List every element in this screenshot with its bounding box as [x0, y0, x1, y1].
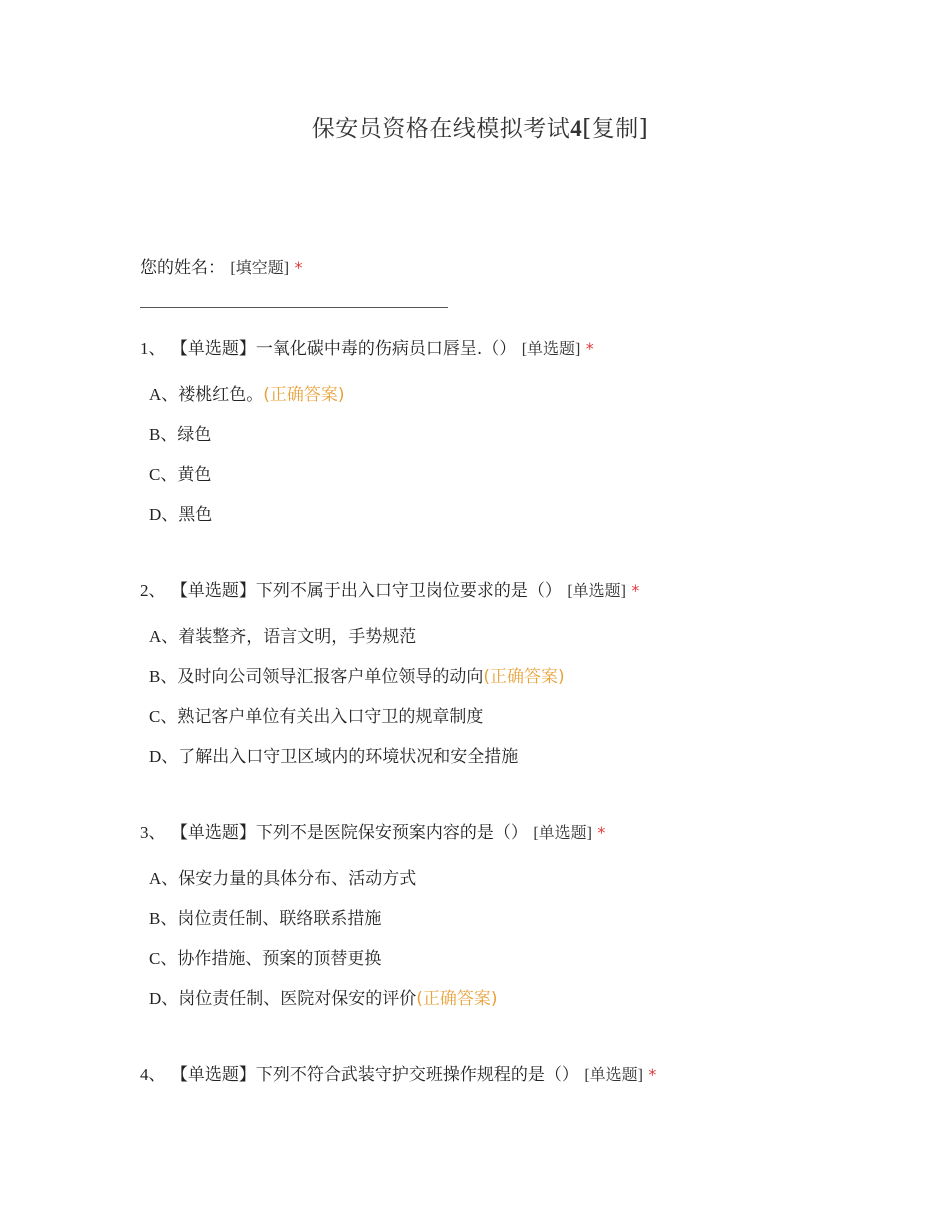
- option-letter: C、: [149, 949, 178, 968]
- question-3-option-a[interactable]: [149, 864, 416, 889]
- question-3-option-d[interactable]: [149, 984, 498, 1009]
- question-type-tag: [单选题]: [521, 341, 581, 358]
- question-1-option-b[interactable]: [149, 420, 211, 445]
- page-title: [0, 110, 950, 143]
- title-number: 4: [570, 116, 583, 141]
- question-3: [140, 818, 605, 843]
- correct-answer-label: (正确答案): [483, 667, 565, 687]
- title-suffix: [复制]: [582, 116, 649, 142]
- option-letter: A、: [149, 385, 179, 404]
- question-3-option-b[interactable]: [149, 904, 381, 929]
- question-number: 2、: [140, 581, 166, 600]
- question-text: 【单选题】下列不符合武装守护交班操作规程的是（）: [170, 1065, 579, 1085]
- option-letter: B、: [149, 667, 178, 686]
- question-type-tag: [单选题]: [584, 1067, 643, 1084]
- question-number: 1、: [140, 339, 166, 358]
- option-text: 绿色: [177, 425, 212, 445]
- question-number: 3、: [140, 823, 166, 842]
- name-label-text: 您的姓名：: [140, 258, 225, 278]
- option-letter: B、: [149, 425, 178, 444]
- option-text: 岗位责任制、医院对保安的评价: [178, 989, 417, 1009]
- option-text: 着装整齐，语言文明，手势规范: [178, 627, 417, 647]
- option-text: 黄色: [177, 465, 212, 485]
- required-mark: *: [294, 258, 303, 277]
- option-letter: B、: [149, 909, 178, 928]
- option-text: 协作措施、预案的顶替更换: [177, 949, 382, 969]
- option-text: 褛桃红色。: [178, 385, 264, 405]
- option-letter: D、: [149, 505, 179, 524]
- question-text: 【单选题】下列不属于出入口守卫岗位要求的是（）: [170, 581, 562, 601]
- question-4: [140, 1060, 656, 1085]
- question-number: 4、: [140, 1065, 166, 1084]
- name-type-tag: [填空题]: [230, 260, 290, 277]
- name-input-line[interactable]: [140, 307, 448, 308]
- option-letter: A、: [149, 627, 179, 646]
- option-text: 岗位责任制、联络联系措施: [177, 909, 382, 929]
- title-main: 保安员资格在线模拟考试: [311, 116, 571, 142]
- question-2: [140, 576, 639, 601]
- option-text: 及时向公司领导汇报客户单位领导的动向: [177, 667, 484, 687]
- required-mark: *: [585, 339, 594, 358]
- option-letter: D、: [149, 989, 179, 1008]
- question-1-option-d[interactable]: [149, 500, 212, 525]
- question-type-tag: [单选题]: [567, 583, 626, 600]
- question-text: 【单选题】下列不是医院保安预案内容的是（）: [170, 823, 528, 843]
- question-type-tag: [单选题]: [533, 825, 592, 842]
- correct-answer-label: (正确答案): [263, 385, 345, 405]
- question-3-option-c[interactable]: [149, 944, 381, 969]
- option-text: 了解出入口守卫区域内的环境状况和安全措施: [178, 747, 519, 767]
- option-text: 保安力量的具体分布、活动方式: [178, 869, 417, 889]
- option-letter: D、: [149, 747, 179, 766]
- question-2-option-a[interactable]: [149, 622, 416, 647]
- question-1: [140, 334, 594, 359]
- correct-answer-label: (正确答案): [416, 989, 498, 1009]
- option-text: 黑色: [178, 505, 213, 525]
- option-letter: C、: [149, 707, 178, 726]
- question-2-option-c[interactable]: [149, 702, 483, 727]
- required-mark: *: [631, 581, 640, 600]
- option-letter: A、: [149, 869, 179, 888]
- question-1-option-a[interactable]: [149, 380, 345, 405]
- question-2-option-d[interactable]: [149, 742, 518, 767]
- name-question: [140, 253, 302, 278]
- required-mark: *: [597, 823, 606, 842]
- question-1-option-c[interactable]: [149, 460, 211, 485]
- question-2-option-b[interactable]: [149, 662, 565, 687]
- option-letter: C、: [149, 465, 178, 484]
- required-mark: *: [648, 1065, 657, 1084]
- question-text: 【单选题】一氧化碳中毒的伤病员口唇呈.（）: [170, 339, 517, 359]
- option-text: 熟记客户单位有关出入口守卫的规章制度: [177, 707, 484, 727]
